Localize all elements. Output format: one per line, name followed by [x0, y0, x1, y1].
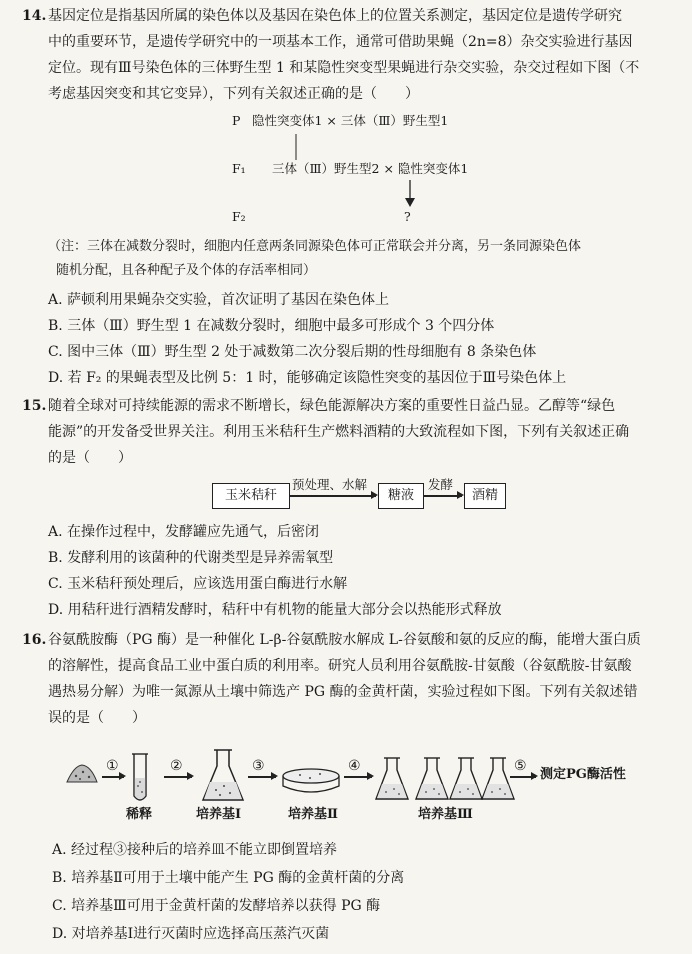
question-text-line: 考虑基因突变和其它变异），下列有关叙述正确的是（ ）: [48, 86, 419, 102]
flask-icon: [414, 756, 450, 802]
measure-activity-label: 测定PG酶活性: [540, 767, 626, 782]
step-4-label: ④: [348, 758, 361, 774]
step-5-label: ⑤: [514, 758, 527, 774]
medium-3-label: 培养基Ⅲ: [418, 807, 473, 822]
option-c: C. 图中三体（Ⅲ）野生型 2 处于减数第二次分裂后期的性母细胞有 8 条染色体: [48, 344, 537, 360]
medium-1-label: 培养基Ⅰ: [196, 807, 242, 822]
note-line: 随机分配，且各种配子及个体的存活率相同）: [56, 263, 317, 278]
option-b: B. 培养基Ⅱ可用于土壤中能产生 PG 酶的金黄杆菌的分离: [52, 870, 405, 886]
option-d: D. 若 F₂ 的果蝇表型及比例 5：1 时，能够确定该隐性突变的基因位于Ⅲ号染色体上: [48, 370, 567, 386]
note-line: （注：三体在减数分裂时，细胞内任意两条同源染色体可正常联会并分离，另一条同源染色体: [48, 239, 582, 254]
medium-2-label: 培养基Ⅱ: [288, 807, 338, 822]
flask-icon: [480, 756, 516, 802]
question-number: 15.: [22, 398, 47, 414]
step-1-label: ①: [106, 758, 119, 774]
down-arrow-icon: [400, 180, 420, 208]
f2-result: ?: [404, 209, 411, 224]
soil-sample-icon: [66, 762, 98, 784]
option-c: C. 培养基Ⅲ可用于金黄杆菌的发酵培养以获得 PG 酶: [52, 898, 381, 914]
right-arrow-icon: [290, 495, 376, 497]
step-3-label: ③: [252, 758, 265, 774]
option-a: A. 在操作过程中，发酵罐应先通气，后密闭: [48, 524, 320, 540]
p-cross: 隐性突变体1 × 三体（Ⅲ）野生型1: [252, 113, 449, 128]
corn-stalk-box: 玉米秸秆: [212, 483, 290, 509]
test-tube-icon: [130, 752, 150, 806]
dilute-label: 稀释: [126, 807, 153, 822]
f1-label: F₁: [232, 161, 246, 176]
question-text-line: 谷氨酰胺酶（PG 酶）是一种催化 L-β-谷氨酰胺水解成 L-谷氨酸和氨的反应的酶，能增大蛋白质: [48, 632, 641, 648]
right-arrow-icon: [164, 776, 192, 778]
question-text-line: 遇热易分解）为唯一氮源从土壤中筛选产 PG 酶的金黄杆菌，实验过程如下图。下列有关叙述错: [48, 684, 638, 700]
alcohol-box: 酒精: [464, 483, 506, 509]
right-arrow-icon: [424, 495, 462, 497]
step-pretreat-label: 预处理、水解: [292, 477, 368, 492]
question-text-line: 随着全球对可持续能源的需求不断增长，绿色能源解决方案的重要性日益凸显。乙醇等“绿色: [48, 398, 616, 414]
question-number: 16.: [22, 632, 47, 648]
question-text-line: 能源”的开发备受世界关注。利用玉米秸秆生产燃料酒精的大致流程如下图，下列有关叙述正确: [48, 424, 630, 440]
option-c: C. 玉米秸秆预处理后，应该选用蛋白酶进行水解: [48, 576, 348, 592]
f2-label: F₂: [232, 209, 246, 224]
right-arrow-icon: [344, 776, 372, 778]
option-b: B. 发酵利用的该菌种的代谢类型是异养需氧型: [48, 550, 334, 566]
question-text-line: 误的是（ ）: [48, 710, 146, 726]
f1-cross: 三体（Ⅲ）野生型2 × 隐性突变体1: [272, 161, 469, 176]
right-arrow-icon: [248, 776, 276, 778]
question-text-line: 的是（ ）: [48, 450, 132, 466]
option-a: A. 萨顿利用果蝇杂交实验，首次证明了基因在染色体上: [48, 292, 390, 308]
option-d: D. 用秸秆进行酒精发酵时，秸秆中有机物的能量大部分会以热能形式释放: [48, 602, 502, 618]
question-text-line: 定位。现有Ⅲ号染色体的三体野生型 1 和某隐性突变型果蝇进行杂交实验，杂交过程如下图（不: [48, 60, 640, 76]
sugar-liquid-box: 糖液: [378, 483, 424, 509]
question-text-line: 中的重要环节，是遗传学研究中的一项基本工作，通常可借助果蝇（2n=8）杂交实验进行基因: [48, 34, 633, 50]
option-a: A. 经过程③接种后的培养皿不能立即倒置培养: [52, 842, 338, 858]
step-ferment-label: 发酵: [428, 477, 454, 492]
option-b: B. 三体（Ⅲ）野生型 1 在减数分裂时，细胞中最多可形成个 3 个四分体: [48, 318, 495, 334]
option-d: D. 对培养基Ⅰ进行灭菌时应选择高压蒸汽灭菌: [52, 926, 330, 942]
right-arrow-icon: [510, 776, 536, 778]
question-text-line: 的溶解性，提高食品工业中蛋白质的利用率。研究人员利用谷氨酰胺-甘氨酸（谷氨酰胺-甘氨酸: [48, 658, 632, 674]
flask-icon: [200, 748, 246, 804]
step-2-label: ②: [170, 758, 183, 774]
right-arrow-icon: [102, 776, 124, 778]
question-number: 14.: [22, 8, 47, 24]
p-label: P: [232, 113, 241, 128]
petri-dish-icon: [280, 766, 342, 796]
flask-icon: [374, 756, 410, 802]
question-text-line: 基因定位是指基因所属的染色体以及基因在染色体上的位置关系测定，基因定位是遗传学研究: [48, 8, 622, 24]
flask-icon: [448, 756, 484, 802]
